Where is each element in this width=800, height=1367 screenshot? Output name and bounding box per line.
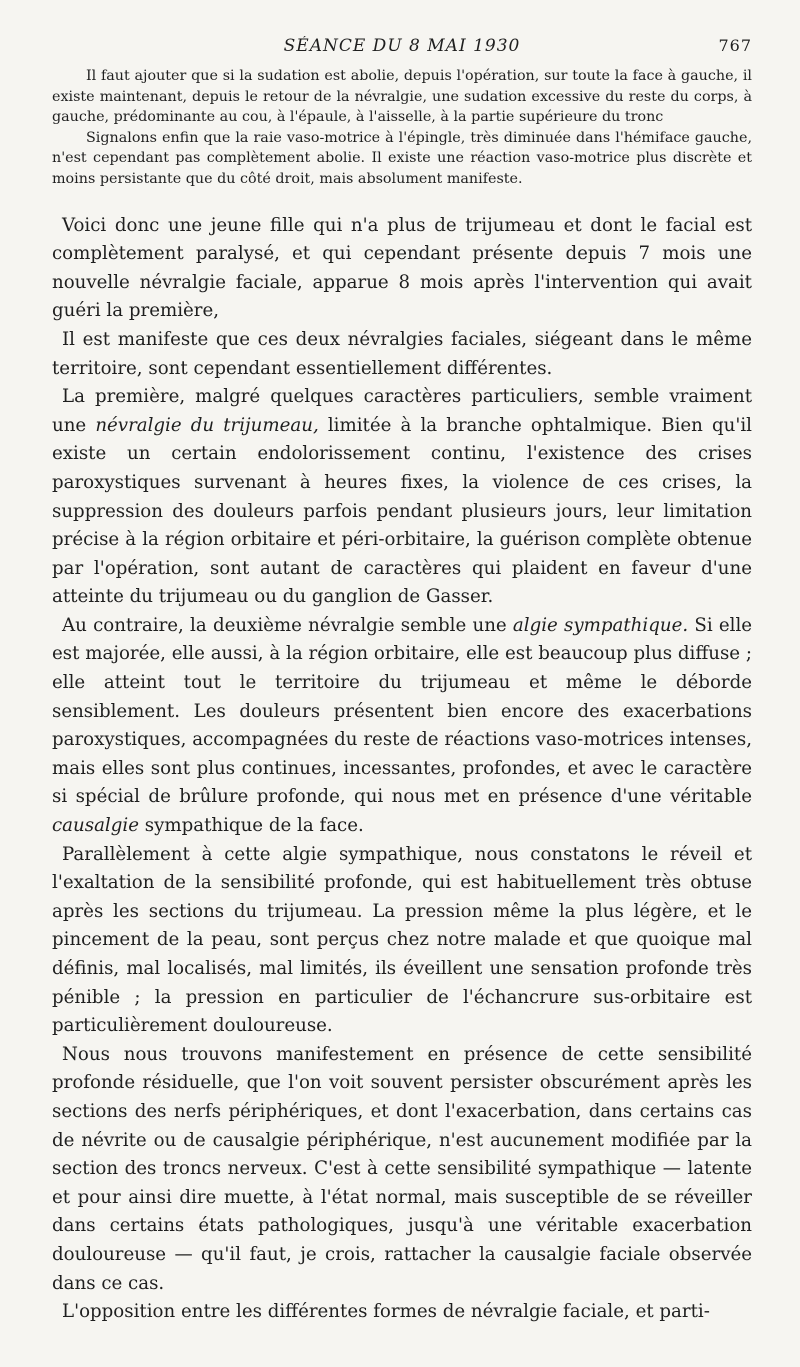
note-paragraph: Signalons enfin que la raie vaso-motrice à l'épingle, très diminuée dans l'hémiface gauche, n'est cependant pas complètement abolie. Il existe une réaction vaso-motrice plus discrète et moins persistante que du côté droit, mais absolument manifeste. (52, 129, 752, 187)
body-paragraph: Il est manifeste que ces deux névralgies faciales, siégeant dans le même territoire, sont cependant essentiellement différentes. (52, 328, 752, 379)
text-run: Au contraire, la deuxième névralgie semble une (62, 614, 513, 636)
italic-term: névralgie du trijumeau, (95, 414, 319, 436)
body-paragraph (52, 383, 752, 612)
body-paragraph: Voici donc une jeune fille qui n'a plus de trijumeau et dont le facial est complètement paralysé, et qui cependant présente depuis 7 mois une nouvelle névralgie faciale, apparue 8 mois après l'intervention qui avait guéri la première, (52, 214, 752, 322)
page-number: 767 (718, 36, 752, 55)
body-paragraph (52, 612, 752, 841)
body-paragraph: Nous nous trouvons manifestement en présence de cette sensibilité profonde résiduelle, que l'on voit souvent persister obscurément après les sections des nerfs périphériques, et dont l'exacerbation, dans certains cas de névrite ou de causalgie périphérique, n'est aucunement modifiée par la section des troncs nerveux. C'est à cette sensibilité sympathique — latente et pour ainsi dire muette, à l'état normal, mais susceptible de se réveiller dans certains états pathologiques, jusqu'à une véritable exacerbation douloureuse — qu'il faut, je crois, rattacher la causalgie faciale observée dans ce cas. (52, 1043, 752, 1294)
running-header (52, 36, 752, 66)
text-run: La première, malgré quelques caractères particuliers, semble vraiment une (52, 386, 752, 436)
text-run: Si elle est majorée, elle aussi, à la région orbitaire, elle est beaucoup plus diffuse ; elle atteint tout le territoire du trijumeau et même le déborde sensiblement. Les douleurs présentent bien encore des exacerbations paroxystiques, accompagnées du reste de réactions vaso-motrices intenses, mais elles sont plus continues, incessantes, profondes, et avec le caractère si spécial de brûlure profonde, qui nous met en présence d'une véritable (52, 614, 752, 808)
body-paragraph: Parallèlement à cette algie sympathique, nous constatons le réveil et l'exaltation de la sensibilité profonde, qui est habituellement très obtuse après les sections du trijumeau. La pression même la plus légère, et le pincement de la peau, sont perçus chez notre malade et que quoique mal définis, mal localisés, mal limités, ils éveillent une sensation profonde très pénible ; la pression en particulier de l'échancrure sus-orbitaire est particulièrement douloureuse. (52, 843, 752, 1037)
text-run: sympathique de la face. (138, 815, 364, 837)
document-page (52, 36, 752, 1356)
header-title: SÉANCE DU 8 MAI 1930 (283, 36, 521, 56)
body-paragraph: L'opposition entre les différentes formes de névralgie faciale, et parti- (62, 1301, 710, 1323)
italic-term: algie sympathique. (512, 614, 689, 636)
small-print-note (52, 66, 752, 190)
main-text (52, 212, 752, 1327)
text-run: limitée à la branche ophtalmique. Bien qu'il existe un certain endolorissement continu, l'existence des crises paroxystiques survenant à heures fixes, la violence de ces crises, la suppression des douleurs parfois pendant plusieurs jours, leur limitation précise à la région orbitaire et péri-orbitaire, la guérison complète obtenue par l'opération, sont autant de caractères qui plaident en faveur d'une atteinte du trijumeau ou du ganglion de Gasser. (52, 414, 752, 608)
italic-term: causalgie (52, 815, 139, 837)
note-paragraph: Il faut ajouter que si la sudation est abolie, depuis l'opération, sur toute la face à gauche, il existe maintenant, depuis le retour de la névralgie, une sudation excessive du reste du corps, à gauche, prédominante au cou, à l'épaule, à l'aisselle, à la partie supérieure du tronc (52, 68, 752, 126)
